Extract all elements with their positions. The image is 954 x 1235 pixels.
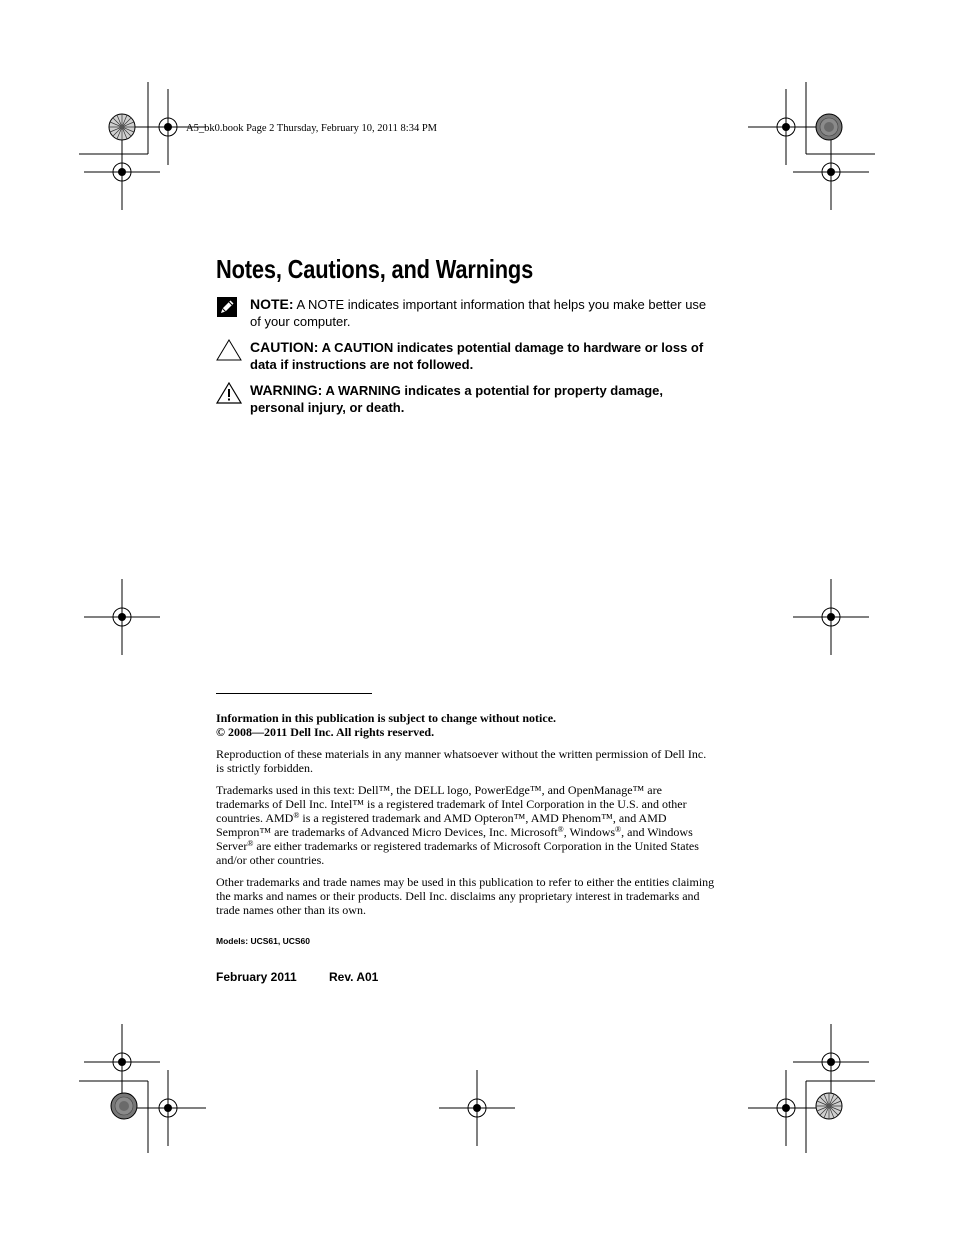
registered-mark: ® bbox=[293, 811, 300, 820]
registered-mark: ® bbox=[615, 825, 622, 834]
note-text: A NOTE indicates important information that helps you make better use of your computer. bbox=[250, 297, 707, 329]
note-block bbox=[216, 296, 716, 330]
legal-section bbox=[216, 711, 716, 925]
trademarks-text-2: is a registered trademark and AMD Opteron™, AMD Phenom™, and AMD Sempron™ are trademarks of Advanced Micro Devices, Inc. Microsoft bbox=[216, 811, 667, 839]
caution-triangle-icon bbox=[216, 339, 242, 365]
other-trademarks-paragraph: Other trademarks and trade names may be used in this publication to refer to either the entities claiming the marks and names or their products. Dell Inc. disclaims any proprietary interest in trademarks and trade names other than its own. bbox=[216, 875, 715, 917]
note-pencil-icon bbox=[216, 296, 238, 322]
warning-text: A WARNING indicates a potential for property damage, personal injury, or death. bbox=[250, 383, 664, 415]
revision-label: Rev. A01 bbox=[329, 970, 379, 984]
caution-block bbox=[216, 339, 716, 373]
registered-mark: ® bbox=[557, 825, 564, 834]
separator-rule bbox=[216, 693, 372, 694]
caution-label: CAUTION: bbox=[250, 339, 319, 355]
trademarks-text-4: , and Windows Server bbox=[216, 825, 693, 853]
trademarks-text-5: are either trademarks or registered trademarks of Microsoft Corporation in the United States and/or other countries. bbox=[216, 839, 699, 867]
publication-date: February 2011 bbox=[216, 970, 297, 984]
warning-label: WARNING: bbox=[250, 382, 323, 398]
registered-mark: ® bbox=[247, 839, 254, 848]
running-header: A5_bk0.book Page 2 Thursday, February 10, 2011 8:34 PM bbox=[186, 123, 438, 134]
models-line: Models: UCS61, UCS60 bbox=[216, 936, 310, 946]
warning-triangle-icon bbox=[216, 382, 242, 408]
trademarks-text-1: Trademarks used in this text: Dell™, the DELL logo, PowerEdge™, and OpenManage™ are trademarks of Dell Inc. Intel™ is a registered trademark of Intel Corporation in the U.S. and other countries. AMD bbox=[216, 783, 687, 825]
reproduction-paragraph: Reproduction of these materials in any manner whatsoever without the written permission of Dell Inc. is strictly forbidden. bbox=[216, 747, 707, 775]
change-notice-line: Information in this publication is subject to change without notice. bbox=[216, 711, 557, 725]
trademarks-paragraph bbox=[216, 783, 716, 867]
warning-block bbox=[216, 382, 716, 416]
change-notice bbox=[216, 711, 716, 739]
trademarks-text-3: , Windows bbox=[563, 825, 616, 839]
caution-text: A CAUTION indicates potential damage to hardware or loss of data if instructions are not followed. bbox=[250, 340, 704, 372]
note-label: NOTE: bbox=[250, 296, 294, 312]
copyright-line: © 2008—2011 Dell Inc. All rights reserved. bbox=[216, 725, 435, 739]
page-title: Notes, Cautions, and Warnings bbox=[216, 254, 534, 284]
